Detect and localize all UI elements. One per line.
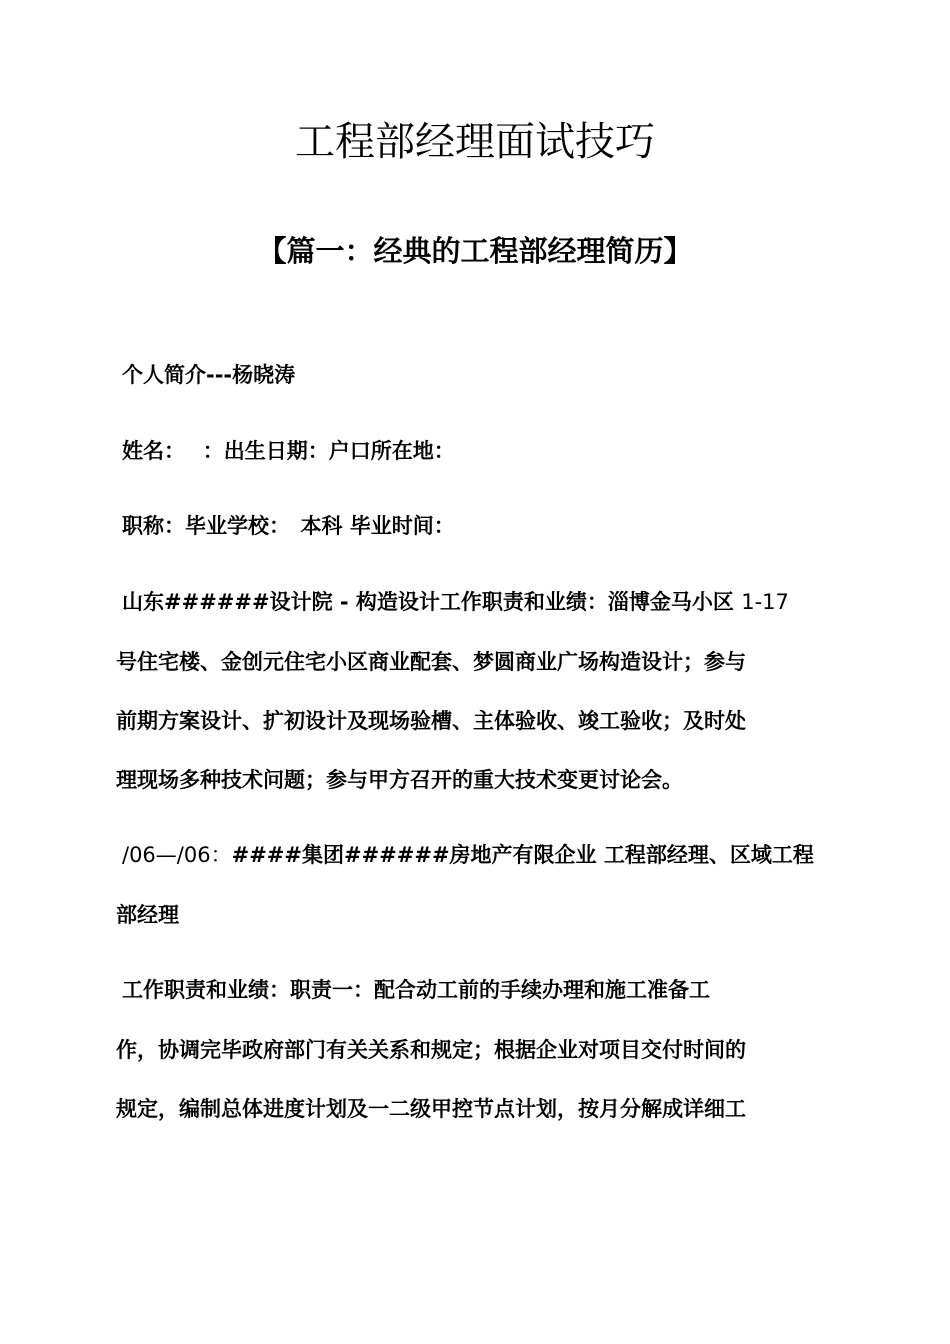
profile-heading: 个人简介---杨晓涛 (122, 363, 296, 387)
paragraph-3-line-1: 工作职责和业绩：职责一：配合动工前的手续办理和施工准备工 (122, 978, 710, 1002)
paragraph-2-date-range: /06—/06： (122, 843, 232, 867)
document-subtitle: 【篇一：经典的工程部经理简历】 (257, 234, 693, 268)
paragraph-1-line-3: 前期方案设计、扩初设计及现场验槽、主体验收、竣工验收；及时处 (116, 709, 746, 733)
paragraph-2-line-1 (122, 840, 842, 870)
paragraph-3-line-3: 规定，编制总体进度计划及一二级甲控节点计划，按月分解成详细工 (116, 1097, 746, 1121)
paragraph-2-line-2: 部经理 (116, 903, 179, 927)
paragraph-2-company: ####集团######房地产有限企业 工程部经理、区域工程 (231, 843, 814, 867)
paragraph-3-line-2: 作，协调完毕政府部门有关关系和规定；根据企业对项目交付时间的 (116, 1038, 746, 1062)
document-title: 工程部经理面试技巧 (295, 119, 655, 165)
paragraph-1-line-1-bold: 山东######设计院 - 构造设计工作职责和业绩：淄博金马小区 (122, 590, 734, 614)
name-line: 姓名： ：出生日期：户口所在地： (122, 439, 455, 463)
paragraph-1-line-2: 号住宅楼、金创元住宅小区商业配套、梦圆商业广场构造设计；参与 (116, 650, 746, 674)
title-line: 职称：毕业学校： 本科 毕业时间： (122, 514, 455, 538)
paragraph-1-line-4: 理现场多种技术问题；参与甲方召开的重大技术变更讨论会。 (116, 768, 683, 792)
paragraph-1-line-1 (122, 587, 842, 617)
paragraph-1-line-1-number: 1-17 (741, 590, 789, 614)
